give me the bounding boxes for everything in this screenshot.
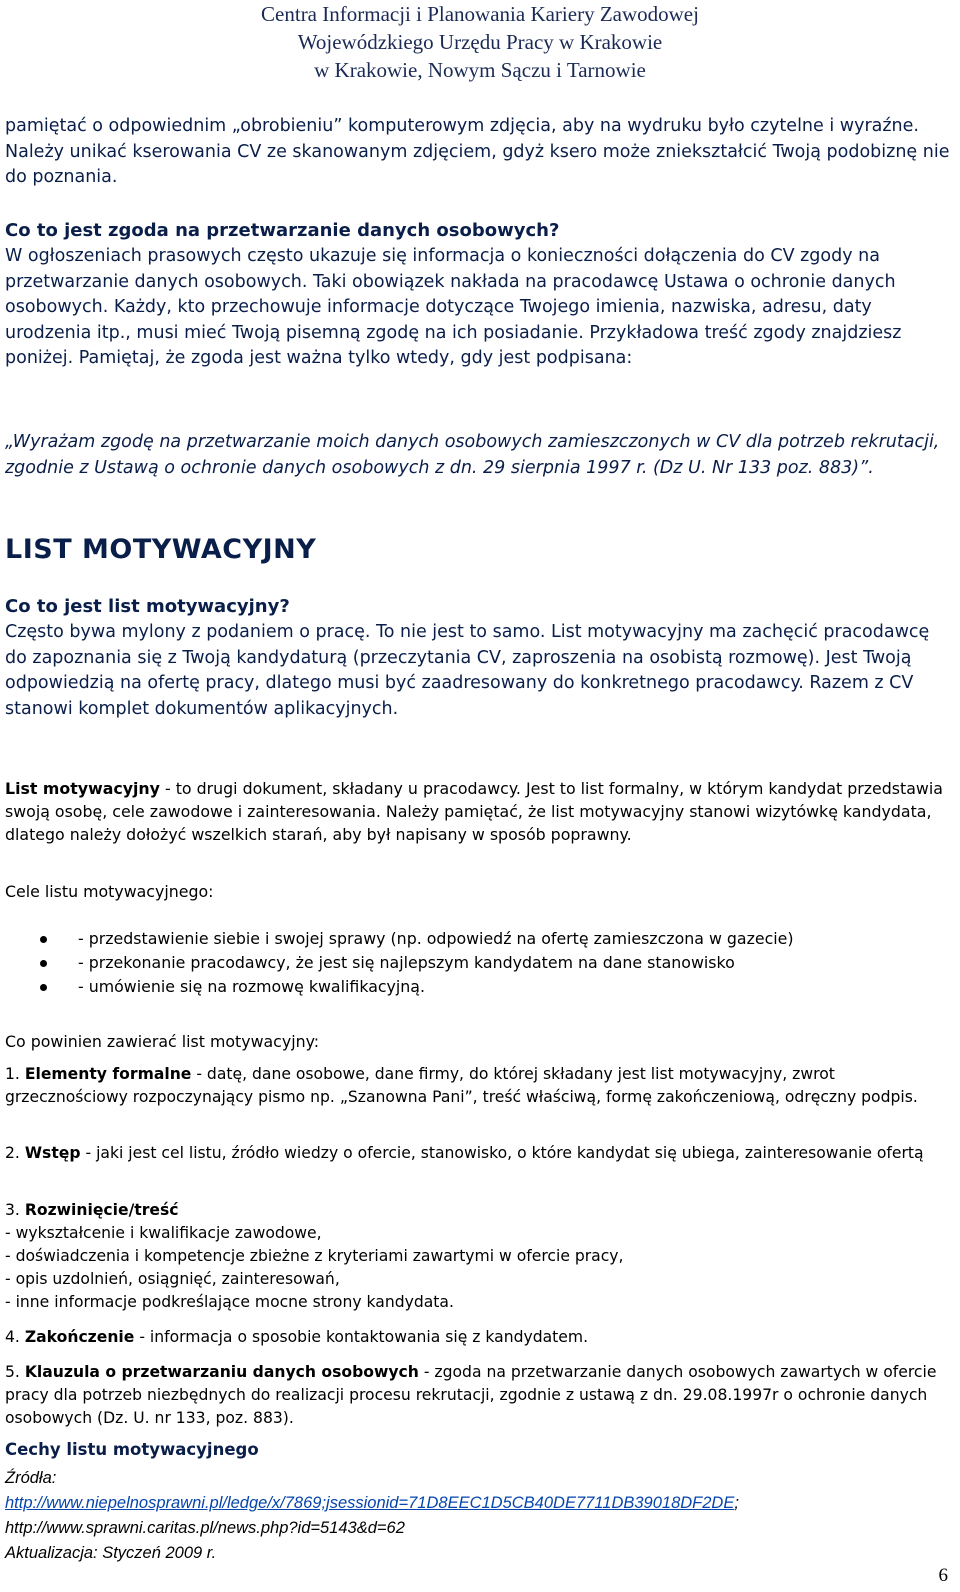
list-item [40, 975, 955, 999]
content-item-3 [5, 1199, 955, 1314]
sub-item: - inne informacje podkreślające mocne strony kandydata. [5, 1293, 454, 1311]
sub-item: - wykształcenie i kwalifikacje zawodowe, [5, 1224, 322, 1242]
source-link-1-line [5, 1492, 739, 1515]
item-title: Klauzula o przetwarzaniu danych osobowych [24, 1363, 419, 1381]
consent-quote: „Wyrażam zgodę na przetwarzanie moich danych osobowych zamieszczonych w CV dla potrzeb rekrutacji, zgodnie z Ustawą o ochronie danych osobowych z dn. 29 sierpnia 1997 r. (Dz U. Nr 133 poz. 883)”. [5, 432, 940, 478]
item-title: Wstęp [24, 1144, 81, 1162]
definition-text: - to drugi dokument, składany u pracodawcy. Jest to list formalny, w którym kandydat przedstawia swoją osobę, cele zawodowe i zainteresowania. Należy pamiętać, że list motywacyjny stanowi wizytówkę kandydata, dlatego należy dołożyć wszelkich starań, aby był napisany w sposób poprawny. [5, 779, 943, 844]
update-date: Aktualizacja: Styczeń 2009 r. [5, 1544, 217, 1562]
item-title: Rozwinięcie/treść [24, 1201, 179, 1219]
header-line-1: Centra Informacji i Planowania Kariery Zawodowej [261, 2, 699, 26]
item-number: 2. [5, 1144, 25, 1162]
list-item [40, 927, 955, 951]
item-number: 5. [5, 1363, 25, 1381]
content-item-5 [5, 1361, 955, 1430]
goal-text: - przedstawienie siebie i swojej sprawy (np. odpowiedź na ofertę zamieszczona w gazecie) [78, 929, 794, 948]
link-suffix: ; [734, 1494, 739, 1512]
item-text: - jaki jest cel listu, źródło wiedzy o ofercie, stanowisko, o które kandydat się ubiega, zainteresowanie ofertą [80, 1144, 924, 1162]
bullet-icon [40, 936, 47, 943]
letter-heading: Co to jest list motywacyjny? [5, 596, 290, 617]
definition-term: List motywacyjny [5, 779, 160, 798]
goals-list [40, 927, 955, 999]
page-title: LIST MOTYWACYJNY [5, 534, 317, 565]
header-line-3: w Krakowie, Nowym Sączu i Tarnowie [314, 58, 646, 82]
goal-text: - umówienie się na rozmowę kwalifikacyjną. [78, 977, 426, 996]
sub-item: - opis uzdolnień, osiągnięć, zainteresowań, [5, 1270, 340, 1288]
definition-paragraph [5, 777, 955, 846]
item-title: Elementy formalne [24, 1065, 192, 1083]
bullet-icon [40, 984, 47, 991]
contents-label: Co powinien zawierać list motywacyjny: [5, 1032, 320, 1051]
item-number: 1. [5, 1065, 25, 1083]
page-number: 6 [938, 1565, 948, 1586]
letter-body: Często bywa mylony z podaniem o pracę. To nie jest to samo. List motywacyjny ma zachęcić pracodawcę do zapoznania się z Twoją kandydaturą (przeczytania CV, zaproszenia na osobistą rozmowę). Jest Twoją odpowiedzią na ofertę pracy, dlatego musi być zaadresowany do konkretnego pracodawcy. Razem z CV stanowi komplet dokumentów aplikacyjnych. [5, 622, 930, 719]
header-line-2: Wojewódzkiego Urzędu Pracy w Krakowie [297, 30, 663, 54]
content-item-1 [5, 1063, 955, 1109]
item-number: 4. [5, 1328, 25, 1346]
sub-item: - doświadczenia i kompetencje zbieżne z kryteriami zawartymi w ofercie pracy, [5, 1247, 624, 1265]
consent-body: W ogłoszeniach prasowych często ukazuje się informacja o konieczności dołączenia do CV zgody na przetwarzanie danych osobowych. Taki obowiązek nakłada na pracodawcę Ustawa o ochronie danych osobowych. Każdy, kto przechowuje informacje dotyczące Twojego imienia, nazwiska, adresu, daty urodzenia itp., musi mieć Twoją pisemną zgodę na ich posiadanie. Przykładowa treść zgody znajdziesz poniżej. Pamiętaj, że zgoda jest ważna tylko wtedy, gdy jest podpisana: [5, 246, 902, 368]
sources-label: Źródła: [5, 1469, 57, 1487]
source-link-1[interactable]: http://www.niepelnosprawni.pl/ledge/x/7869;jsessionid=71D8EEC1D5CB40DE7711DB39018DF2DE [5, 1494, 735, 1512]
consent-heading: Co to jest zgoda na przetwarzanie danych osobowych? [5, 220, 560, 241]
goal-text: - przekonanie pracodawcy, że jest się najlepszym kandydatem na dane stanowisko [78, 953, 735, 972]
item-text: - zgoda na przetwarzanie danych osobowych zawartych w ofercie pracy dla potrzeb niezbędnych do realizacji procesu rekrutacji, zgodnie z ustawą z dn. 29.08.1997r o ochronie danych osobowych (Dz. U. nr 133, poz. 883). [5, 1363, 937, 1427]
content-item-2 [5, 1142, 955, 1165]
list-item [40, 951, 955, 975]
item-title: Zakończenie [24, 1328, 135, 1346]
source-link-2: http://www.sprawni.caritas.pl/news.php?id=5143&d=62 [5, 1519, 405, 1537]
item-text: - informacja o sposobie kontaktowania się z kandydatem. [134, 1328, 589, 1346]
intro-paragraph: pamiętać o odpowiednim „obrobieniu” komputerowym zdjęcia, aby na wydruku było czytelne i wyraźne. Należy unikać kserowania CV ze skanowanym zdjęciem, gdyż ksero może zniekształcić Twoją podobiznę nie do poznania. [5, 116, 950, 187]
goals-label: Cele listu motywacyjnego: [5, 882, 214, 901]
item-text: - datę, dane osobowe, dane firmy, do której składany jest list motywacyjny, zwrot grzecznościowy rozpoczynający pismo np. „Szanowna Pani”, treść właściwą, formę zakończeniową, odręczny podpis. [5, 1065, 918, 1106]
features-heading: Cechy listu motywacyjnego [5, 1440, 259, 1459]
item-number: 3. [5, 1201, 25, 1219]
content-item-4 [5, 1326, 955, 1349]
bullet-icon [40, 960, 47, 967]
